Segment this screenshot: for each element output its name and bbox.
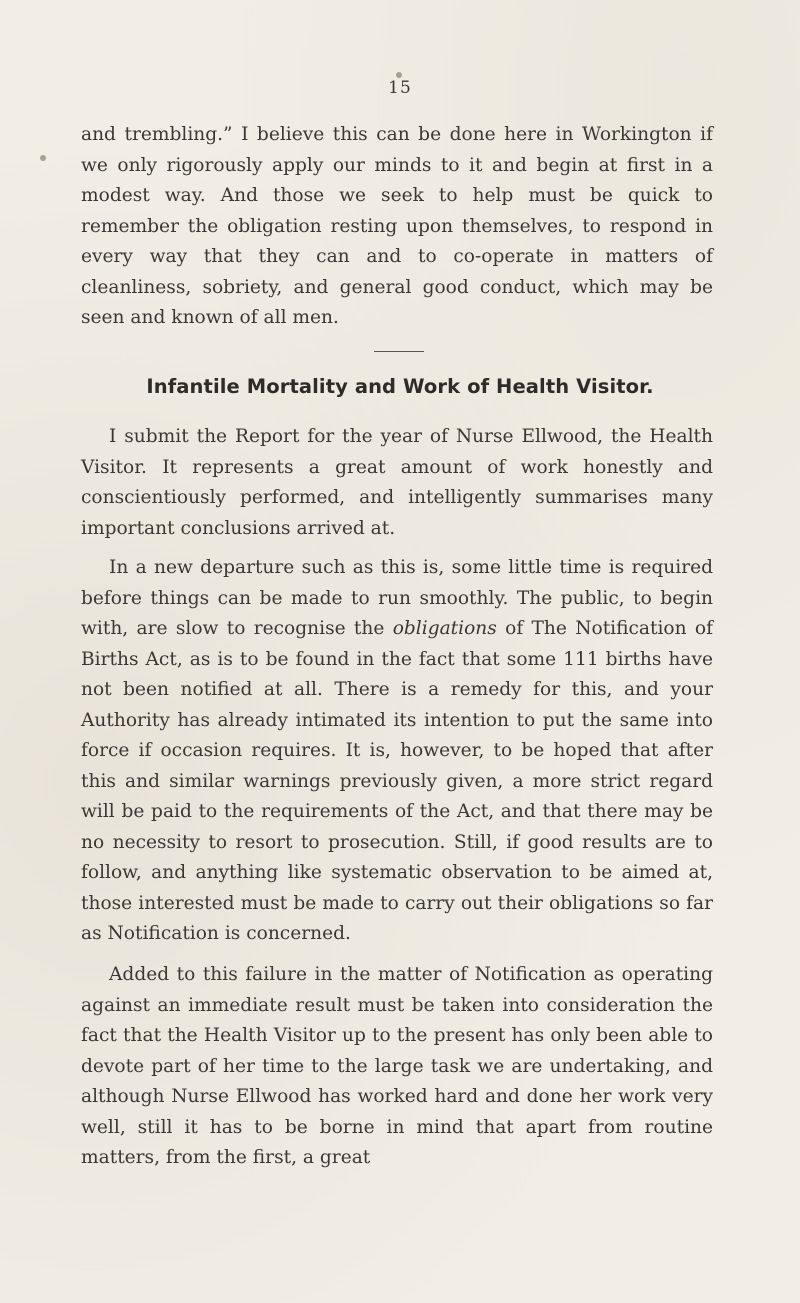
paragraph-text bbox=[81, 553, 713, 950]
paragraph-text-part: In a new departure such as this is, some little time is required before things can be made to run smoothly. The public, to begin with, are slow to recognise the bbox=[81, 557, 713, 639]
ink-speck bbox=[40, 155, 46, 161]
section-heading: Infantile Mortality and Work of Health Visitor. bbox=[146, 375, 654, 398]
paragraph-continuation bbox=[81, 120, 713, 334]
paragraph-text: Added to this failure in the matter of Notification as operating against an immediate result must be taken into consideration the fact that the Health Visitor up to the present has only been able to devote part of her time to the large task we are undertaking, and although Nurse Ellwood has worked hard and done her work very well, still it has to be borne in mind that apart from routine matters, from the first, a great bbox=[81, 964, 713, 1168]
page-number: 15 bbox=[388, 78, 412, 98]
paragraph-report bbox=[81, 422, 713, 544]
emphasized-word: obligations bbox=[392, 618, 497, 639]
paragraph-text: and trembling.” I believe this can be done here in Workington if we only rigorously apply our minds to it and begin at first in a modest way. And those we seek to help must be quick to remember the obligation resting upon themselves, to respond in every way that they can and to co-operate in matters of cleanliness, sobriety, and general good conduct, which may be seen and known of all men. bbox=[81, 124, 713, 328]
paragraph-text: I submit the Report for the year of Nurse Ellwood, the Health Visitor. It represents a great amount of work honestly and conscientiously performed, and intelligently summarises many important conclusions arrived at. bbox=[81, 426, 713, 539]
paragraph-notification bbox=[81, 553, 713, 950]
paragraph-text-part: of The Notification of Births Act, as is to be found in the fact that some 111 births have not been notified at all. There is a remedy for this, and your Authority has already intimated its intention to put the same into force if occasion requires. It is, however, to be hoped that after this and similar warnings previously given, a more strict regard will be paid to the requirements of the Act, and that there may be no necessity to resort to prosecution. Still, if good results are to follow, and anything like systematic observation to be aimed at, those interested must be made to carry out their obligations so far as Notification is concerned. bbox=[81, 618, 713, 944]
section-divider bbox=[374, 351, 424, 352]
paragraph-health-visitor bbox=[81, 960, 713, 1174]
